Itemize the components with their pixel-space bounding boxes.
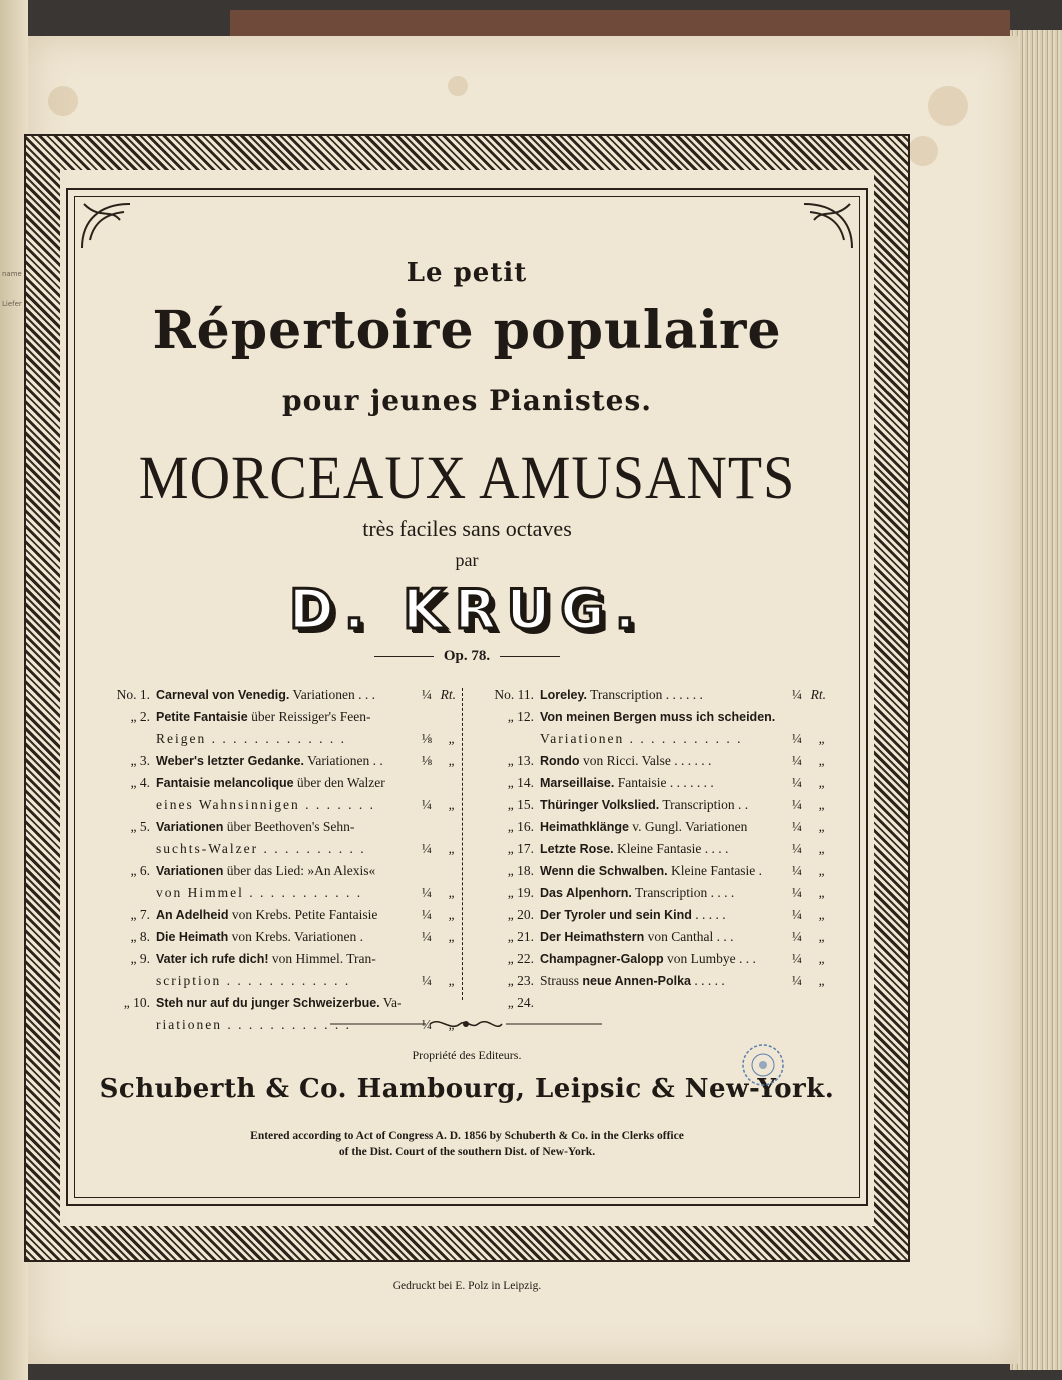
entry-price: ¼ [421,841,432,856]
contents-entry [80,904,458,926]
opus-number: Op. 78. [443,648,491,664]
entry-title: Carneval von Venedig. [156,688,290,702]
entry-number: No. 1. [116,687,150,702]
contents-entry-continuation [80,728,458,750]
entry-title: Rondo [540,754,580,768]
entry-continuation-text: Reigen . . . . . . . . . . . . . [156,731,346,746]
entry-title: Loreley. [540,688,588,702]
entry-price: ¼ [421,907,432,922]
entry-title: Vater ich rufe dich! [156,952,269,966]
contents-entry [472,750,828,772]
contents-entry [472,992,828,1014]
entry-text: von Ricci. Valse . . . . . . [579,753,712,768]
entry-title: neue Annen-Polka [582,974,691,988]
contents-entry [472,684,828,706]
contents-entry [472,794,828,816]
contents-entry [472,816,828,838]
contents-entry [472,948,828,970]
column-divider [462,688,463,1000]
entry-price: ¼ [791,687,802,702]
contents-entry [80,706,458,728]
entry-unit: „ [448,907,456,922]
entry-text: Transcription . . . . [631,885,735,900]
entry-title: Marseillaise. [540,776,615,790]
entry-title: Wenn die Schwalben. [540,864,668,878]
entry-text: über Beethoven's Sehn- [223,819,355,834]
contents-entry-continuation [80,794,458,816]
contents-entry-continuation [80,882,458,904]
entry-unit: „ [818,973,826,988]
entry-number: „ 21. [507,929,534,944]
entry-text: über den Walzer [293,775,385,790]
entry-text: Transcription . . [659,797,749,812]
entry-text: über Reissiger's Feen- [247,709,371,724]
entry-number: „ 7. [130,907,150,922]
library-stamp-icon [738,1040,788,1090]
entry-number: „ 15. [507,797,534,812]
entry-title: Von meinen Bergen muss ich scheiden. [540,710,776,724]
entry-title: Champagner-Galopp [540,952,664,966]
entry-continuation-text: riationen . . . . . . . . . . . . [156,1017,351,1032]
entry-title: Variationen [156,864,224,878]
entry-text: . . . . . [691,907,726,922]
entry-number: „ 16. [507,819,534,834]
entry-unit: „ [818,775,826,790]
entry-unit: „ [818,907,826,922]
title-for-pianists: pour jeunes Pianistes. [282,384,652,417]
entry-price: ¼ [791,819,802,834]
entry-unit: „ [818,929,826,944]
contents-entry [80,750,458,772]
contents-entry [472,970,828,992]
entry-unit: „ [448,885,456,900]
entry-title: Weber's letzter Gedanke. [156,754,304,768]
contents-entry [80,816,458,838]
contents-entry [472,772,828,794]
entry-unit: Rt. [810,687,826,702]
entry-title: Heimathklänge [540,820,629,834]
entry-price: ¼ [421,973,432,988]
entry-title: Letzte Rose. [540,842,614,856]
entry-text: Kleine Fantasie . . . . [613,841,729,856]
entry-price: ¼ [791,753,802,768]
entry-text: v. Gungl. Variationen [628,819,748,834]
contents-entry-continuation [472,728,828,750]
entry-number: „ 22. [507,951,534,966]
entry-text: von Krebs. Variationen . [228,929,363,944]
entry-title: Steh nur auf du junger Schweizerbue. [156,996,380,1010]
contents-entry [472,838,828,860]
entry-number: „ 3. [130,753,150,768]
entry-title: Die Heimath [156,930,229,944]
entry-price: ¼ [421,797,432,812]
entry-number: „ 23. [507,973,534,988]
contents-entry [80,992,458,1014]
contents-entry [80,926,458,948]
entry-price: ¼ [791,775,802,790]
entry-text: von Himmel. Tran- [268,951,376,966]
entry-text: Kleine Fantasie . [667,863,763,878]
entry-number: „ 19. [507,885,534,900]
entry-number: „ 5. [130,819,150,834]
entry-number: „ 13. [507,753,534,768]
opus-rule-right [500,656,560,657]
entry-price: ¼ [791,929,802,944]
entry-text: Variationen . . [303,753,383,768]
entry-price: ¼ [791,841,802,856]
entry-text: von Canthal . . . [644,929,734,944]
entry-number: „ 14. [507,775,534,790]
entry-continuation-text: suchts-Walzer . . . . . . . . . . [156,841,366,856]
entry-text: Fantaisie . . . . . . . [614,775,714,790]
contents-entry [472,882,828,904]
entry-number: „ 18. [507,863,534,878]
entry-number: „ 6. [130,863,150,878]
entry-number: „ 8. [130,929,150,944]
entry-unit: „ [818,863,826,878]
entry-title: Fantaisie melancolique [156,776,294,790]
entry-unit: „ [818,951,826,966]
entry-number: „ 20. [507,907,534,922]
entry-price: ¼ [791,797,802,812]
contents-right-column [472,684,828,1014]
entry-price: ¼ [791,973,802,988]
entry-number: „ 24. [507,995,534,1010]
printer-note: Gedruckt bei E. Polz in Leipzig. [392,1280,542,1292]
title-main: Répertoire populaire [152,300,782,361]
entry-number: „ 4. [130,775,150,790]
title-morceaux: MORCEAUX AMUSANTS [138,443,796,513]
entry-unit: „ [448,731,456,746]
title-le-petit: Le petit [406,258,528,288]
entry-continuation-text: eines Wahnsinnigen . . . . . . . [156,797,376,812]
entry-title: Das Alpenhorn. [540,886,632,900]
publisher-line: Schuberth & Co. Hambourg, Leipsic & New-York. [99,1074,835,1104]
contents-entry-continuation [80,970,458,992]
contents-entry [472,860,828,882]
entry-price: ¼ [421,929,432,944]
entry-unit: „ [818,819,826,834]
contents-entry-continuation [80,838,458,860]
copyright-line-2: of the Dist. Court of the southern Dist. of New-York. [338,1146,596,1158]
entry-text: . . . . . [690,973,725,988]
entry-price: ¼ [791,863,802,878]
entry-text: Strauss [540,973,583,988]
contents-entry [80,860,458,882]
entry-unit: „ [818,841,826,856]
entry-text: Variationen . . . [289,687,375,702]
contents-entry [472,706,828,728]
adjacent-page-edge: name Liefer [0,0,28,1380]
entry-title: Der Tyroler und sein Kind [540,908,692,922]
entry-unit: „ [818,885,826,900]
publisher-property-note: Propriété des Editeurs. [412,1048,522,1062]
entry-text: Va- [379,995,402,1010]
contents-entry [80,772,458,794]
entry-unit: „ [448,797,456,812]
entry-price: ¼ [421,885,432,900]
contents-entry [472,926,828,948]
copyright-notice [74,1128,860,1160]
contents-entry [80,684,458,706]
contents-entry [80,948,458,970]
corner-flourish-icon [784,200,854,250]
entry-number: „ 2. [130,709,150,724]
par-label: par [455,550,479,570]
entry-number: „ 10. [123,995,150,1010]
entry-title: An Adelheid [156,908,229,922]
entry-unit: „ [818,797,826,812]
entry-price: ¼ [421,1017,432,1032]
entry-unit: „ [818,753,826,768]
entry-price: ⅛ [421,753,432,768]
contents-left-column [80,684,458,1036]
entry-continuation-text: scription . . . . . . . . . . . . [156,973,351,988]
entry-price: ¼ [421,687,432,702]
composer-name: D. KRUG. [288,578,646,641]
entry-price: ¼ [791,731,802,746]
entry-text: von Krebs. Petite Fantaisie [228,907,378,922]
entry-unit: „ [818,731,826,746]
contents-entry [472,904,828,926]
opus-line [74,648,860,665]
entry-number: No. 11. [494,687,534,702]
entry-continuation-text: Variationen . . . . . . . . . . . [540,731,743,746]
corner-flourish-icon [80,200,150,250]
entry-title: Thüringer Volkslied. [540,798,660,812]
entry-unit: „ [448,753,456,768]
entry-text: Transcription . . . . . . [587,687,703,702]
copyright-line-1: Entered according to Act of Congress A. D. 1856 by Schuberth & Co. in the Clerks office [250,1130,684,1142]
entry-unit: „ [448,973,456,988]
entry-title: Variationen [156,820,224,834]
entry-number: „ 17. [507,841,534,856]
entry-number: „ 9. [130,951,150,966]
entry-price: ¼ [791,907,802,922]
entry-price: ⅛ [421,731,432,746]
entry-unit: „ [448,929,456,944]
entry-title: Petite Fantaisie [156,710,248,724]
entry-unit: Rt. [440,687,456,702]
entry-title: Der Heimathstern [540,930,645,944]
ornamental-rule-icon [330,1016,602,1032]
entry-unit: „ [448,841,456,856]
entry-number: „ 12. [507,709,534,724]
entry-continuation-text: von Himmel . . . . . . . . . . . [156,885,363,900]
entry-text: von Lumbye . . . [663,951,756,966]
entry-unit: „ [448,1017,456,1032]
entry-price: ¼ [791,885,802,900]
opus-rule-left [374,656,434,657]
subtitle: très faciles sans octaves [362,516,572,541]
entry-text: über das Lied: »An Alexis« [223,863,376,878]
entry-price: ¼ [791,951,802,966]
